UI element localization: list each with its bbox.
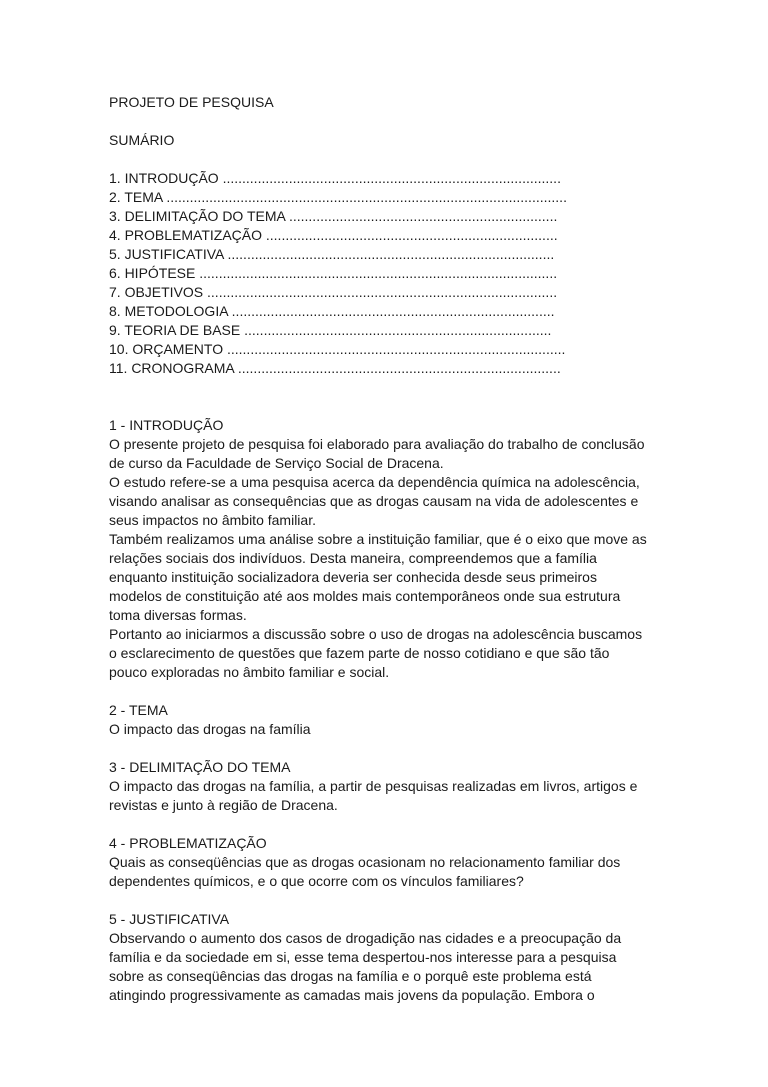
toc-item-metodologia: 8. METODOLOGIA ................................................................................... — [109, 303, 555, 319]
paragraph-line: Também realizamos uma análise sobre a instituição familiar, que é o eixo que move as — [109, 531, 647, 547]
toc-item-hipotese: 6. HIPÓTESE ............................................................................................ — [109, 265, 558, 281]
summary-heading: SUMÁRIO — [109, 132, 175, 148]
paragraph-line: relações sociais dos indivíduos. Desta maneira, compreendemos que a família — [109, 550, 597, 566]
paragraph-line: o esclarecimento de questões que fazem parte de nosso cotidiano e que são tão — [109, 645, 610, 661]
section-title: 2 - TEMA — [109, 702, 168, 718]
paragraph-line: de curso da Faculdade de Serviço Social de Dracena. — [109, 455, 444, 471]
toc-item-justificativa: 5. JUSTIFICATIVA .................................................................................... — [109, 246, 555, 262]
section-title: 1 - INTRODUÇÃO — [109, 417, 224, 433]
toc-item-orcamento: 10. ORÇAMENTO ....................................................................................... — [109, 341, 566, 357]
toc-item-cronograma: 11. CRONOGRAMA ................................................................................... — [109, 360, 561, 376]
section-justificativa — [109, 910, 669, 1005]
paragraph-line: Quais as conseqüências que as drogas ocasionam no relacionamento familiar dos — [109, 854, 621, 870]
document-title: PROJETO DE PESQUISA — [109, 94, 274, 110]
paragraph-line: O impacto das drogas na família, a partir de pesquisas realizadas em livros, artigos e — [109, 778, 638, 794]
spacer — [109, 682, 669, 701]
paragraph-line: revistas e junto à região de Dracena. — [109, 797, 338, 813]
spacer — [109, 815, 669, 834]
paragraph-line: pouco exploradas no âmbito familiar e social. — [109, 664, 390, 680]
spacer — [109, 112, 669, 131]
section-tema — [109, 701, 669, 739]
paragraph-line: sobre as conseqüências das drogas na família e o porquê este problema está — [109, 968, 592, 984]
paragraph-line: Observando o aumento dos casos de drogadição nas cidades e a preocupação da — [109, 930, 622, 946]
toc-item-teoria-de-base: 9. TEORIA DE BASE ............................................................................... — [109, 322, 552, 338]
paragraph-line: enquanto instituição socializadora deveria ser conhecida desde seus primeiros — [109, 569, 597, 585]
paragraph-line: atingindo progressivamente as camadas mais jovens da população. Embora o — [109, 987, 595, 1003]
section-title: 3 - DELIMITAÇÃO DO TEMA — [109, 759, 291, 775]
document-page — [109, 93, 669, 1005]
section-introducao — [109, 416, 669, 682]
spacer — [109, 378, 669, 416]
table-of-contents — [109, 169, 669, 378]
paragraph-line: modelos de constituição até aos moldes mais contemporâneos onde sua estrutura — [109, 588, 621, 604]
paragraph-line: visando analisar as consequências que as drogas causam na vida de adolescentes e — [109, 493, 639, 509]
paragraph-line: O estudo refere-se a uma pesquisa acerca da dependência química na adolescência, — [109, 474, 640, 490]
paragraph-line: família e da sociedade em si, esse tema despertou-nos interesse para a pesquisa — [109, 949, 617, 965]
paragraph-line: dependentes químicos, e o que ocorre com os vínculos familiares? — [109, 873, 524, 889]
spacer — [109, 891, 669, 910]
paragraph-line: O impacto das drogas na família — [109, 721, 311, 737]
toc-item-tema: 2. TEMA ....................................................................................................... — [109, 189, 567, 205]
section-problematizacao — [109, 834, 669, 891]
section-delimitacao — [109, 758, 669, 815]
paragraph-line: Portanto ao iniciarmos a discussão sobre o uso de drogas na adolescência buscamos — [109, 626, 643, 642]
toc-item-delimitacao: 3. DELIMITAÇÃO DO TEMA ..................................................................... — [109, 208, 558, 224]
spacer — [109, 150, 669, 169]
section-title: 4 - PROBLEMATIZAÇÃO — [109, 835, 267, 851]
toc-item-introducao: 1. INTRODUÇÃO ....................................................................................... — [109, 170, 561, 186]
paragraph-line: O presente projeto de pesquisa foi elaborado para avaliação do trabalho de conclusão — [109, 436, 645, 452]
spacer — [109, 739, 669, 758]
toc-item-problematizacao: 4. PROBLEMATIZAÇÃO ........................................................................... — [109, 227, 558, 243]
paragraph-line: toma diversas formas. — [109, 607, 247, 623]
paragraph-line: seus impactos no âmbito familiar. — [109, 512, 316, 528]
section-title: 5 - JUSTIFICATIVA — [109, 911, 230, 927]
toc-item-objetivos: 7. OBJETIVOS .......................................................................................... — [109, 284, 558, 300]
